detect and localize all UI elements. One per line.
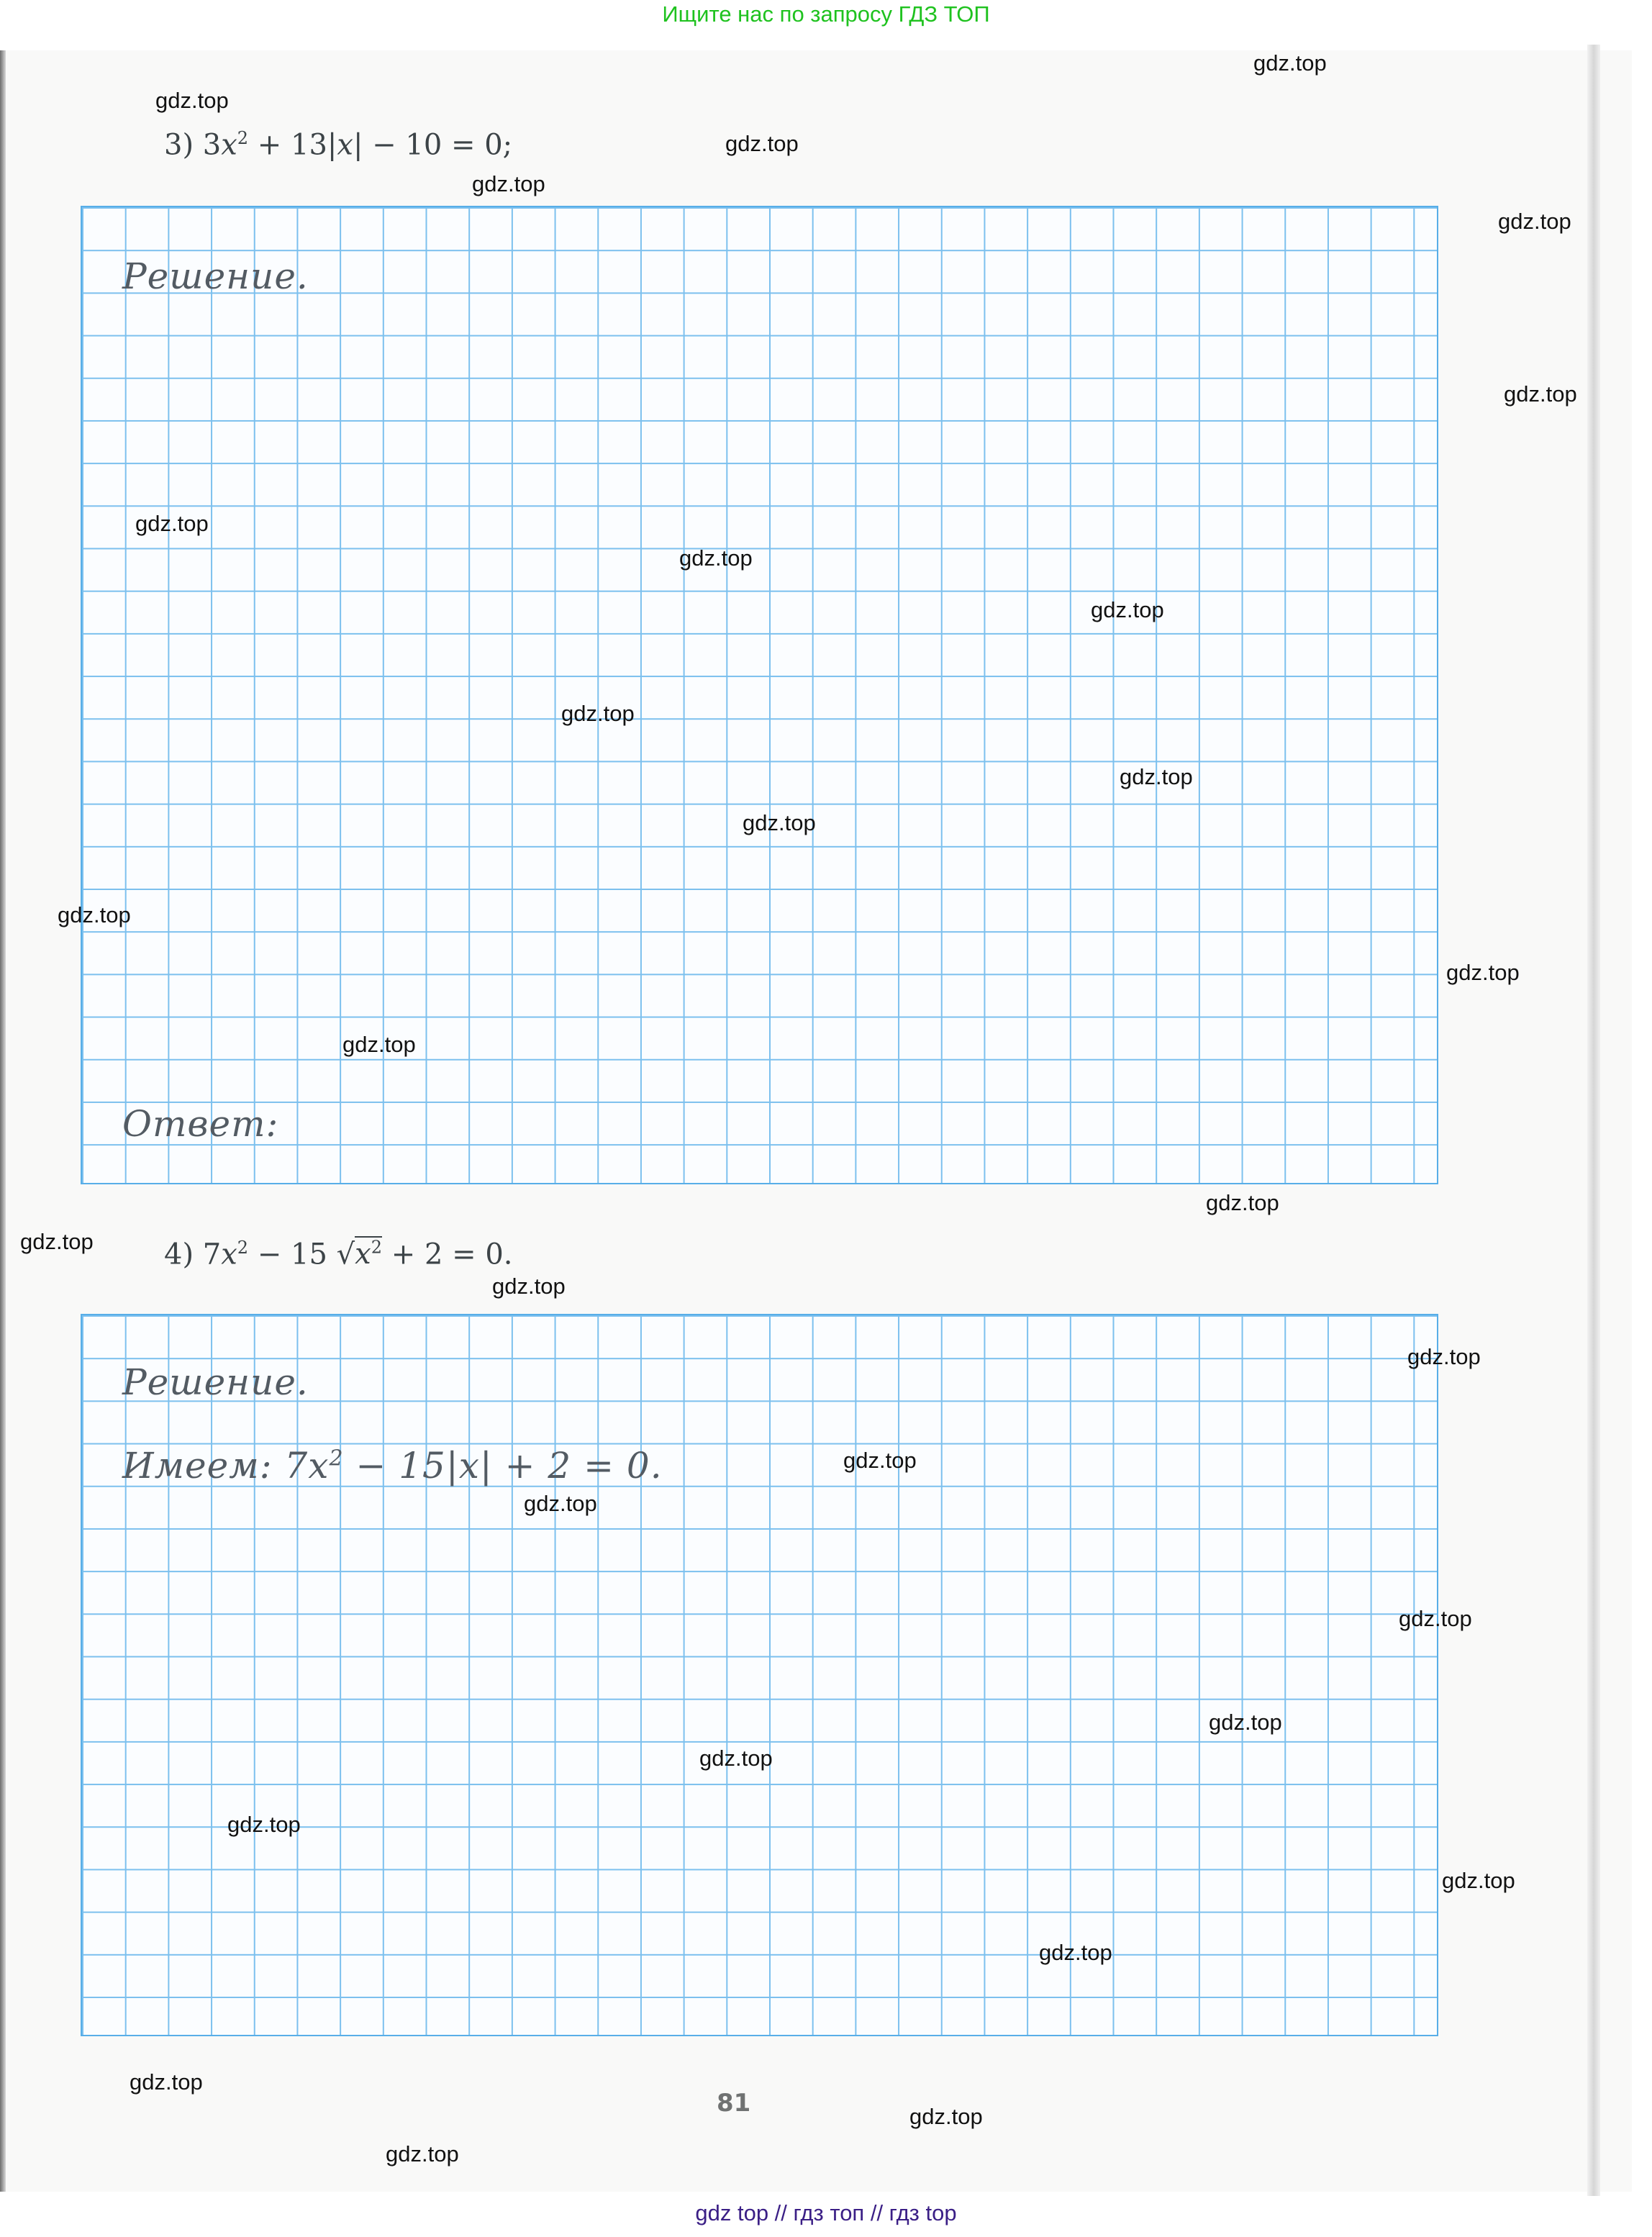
sqrt-sign: √ [336,1238,355,1271]
watermark: gdz.top [58,902,131,927]
watermark: gdz.top [1399,1606,1472,1631]
watermark: gdz.top [135,511,209,536]
watermark: gdz.top [561,701,635,726]
watermark: gdz.top [699,1746,773,1771]
task-3-equation: 3) $3x^2 + 13|x| - 10 = 0$; [164,128,513,162]
watermark: gdz.top [472,171,545,196]
page-edge-shadow-right [1587,45,1600,2196]
watermark: gdz.top [524,1491,597,1516]
task-3-answer-label: Ответ: [122,1103,279,1145]
watermark: gdz.top [679,545,753,571]
watermark: gdz.top [492,1274,566,1299]
watermark: gdz.top [1407,1344,1481,1369]
watermark: gdz.top [1253,50,1327,76]
watermark: gdz.top [1442,1868,1515,1893]
top-banner[interactable]: Ищите нас по запросу ГДЗ ТОП [662,1,990,27]
watermark: gdz.top [843,1448,917,1473]
watermark: gdz.top [227,1812,301,1837]
task-4-grid-area[interactable] [81,1314,1438,2036]
watermark: gdz.top [725,131,799,156]
task-3-grid-area[interactable] [81,206,1438,1184]
watermark: gdz.top [1091,597,1164,622]
watermark: gdz.top [1120,764,1193,789]
page-number: 81 [717,2089,751,2118]
watermark: gdz.top [1498,209,1571,234]
watermark: gdz.top [1206,1190,1279,1215]
footer-links[interactable]: gdz top // гдз топ // гдз top [695,2200,957,2225]
page-edge-shadow-left [0,50,6,2192]
task-3-solution-label: Решение. [122,255,309,297]
task-4-solution-label: Решение. [122,1361,309,1403]
task-4-equation: 4) $7x^2 - 15$ $√x^2 + 2 = 0$. [164,1238,513,1271]
watermark: gdz.top [342,1032,416,1057]
task-4-step-1: Имеем: $7x^2 - 15|x| + 2 = 0$. [122,1445,663,1487]
watermark: gdz.top [743,810,816,835]
watermark: gdz.top [155,88,229,113]
watermark: gdz.top [386,2141,459,2166]
watermark: gdz.top [1039,1940,1112,1965]
watermark: gdz.top [1209,1710,1282,1735]
watermark: gdz.top [1446,960,1520,985]
watermark: gdz.top [1504,381,1577,407]
watermark: gdz.top [20,1229,94,1254]
watermark: gdz.top [130,2069,203,2095]
watermark: gdz.top [909,2104,983,2129]
